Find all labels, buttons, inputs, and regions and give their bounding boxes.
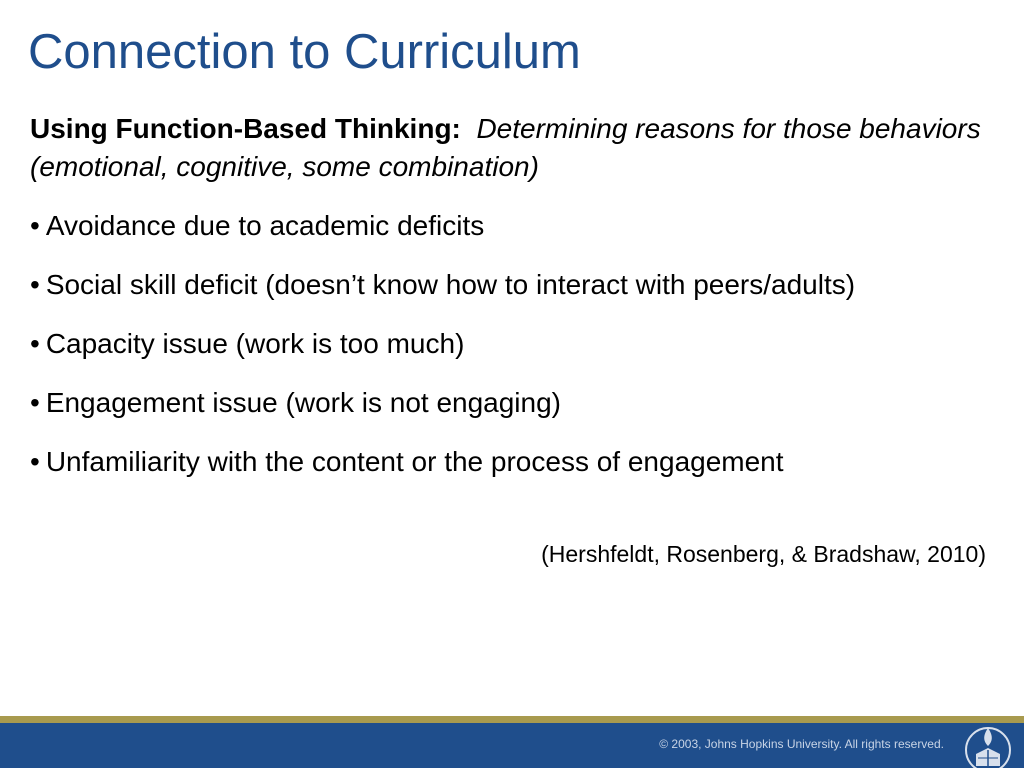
intro-paragraph	[30, 110, 990, 186]
bullet-dot-icon: •	[30, 269, 40, 300]
footer-divider	[0, 716, 1024, 723]
bullet-dot-icon: •	[30, 328, 40, 359]
bullet-text: Unfamiliarity with the content or the process of engagement	[45, 446, 784, 477]
university-seal-icon	[960, 720, 1016, 768]
bullet-dot-icon: •	[30, 387, 40, 418]
bullet-text: Social skill deficit (doesn’t know how to interact with peers/adults)	[45, 269, 856, 300]
bullet-text: Avoidance due to academic deficits	[45, 210, 485, 241]
bullet-item	[30, 443, 990, 481]
slide-title: Connection to Curriculum	[28, 25, 581, 79]
bullet-dot-icon: •	[30, 446, 40, 477]
copyright-notice: © 2003, Johns Hopkins University. All rights reserved.	[659, 737, 944, 751]
bullet-item	[30, 384, 990, 422]
bullet-dot-icon: •	[30, 210, 40, 241]
bullet-item	[30, 207, 990, 245]
bullet-item	[30, 325, 990, 363]
bullet-item	[30, 266, 990, 304]
intro-lead: Using Function-Based Thinking:	[30, 113, 461, 144]
bullet-text: Engagement issue (work is not engaging)	[45, 387, 561, 418]
intro-description: Determining reasons for those behaviors (emotional, cognitive, some combination)	[30, 113, 981, 182]
bullet-list	[30, 207, 990, 502]
bullet-text: Capacity issue (work is too much)	[45, 328, 465, 359]
citation: (Hershfeldt, Rosenberg, & Bradshaw, 2010)	[541, 541, 986, 567]
